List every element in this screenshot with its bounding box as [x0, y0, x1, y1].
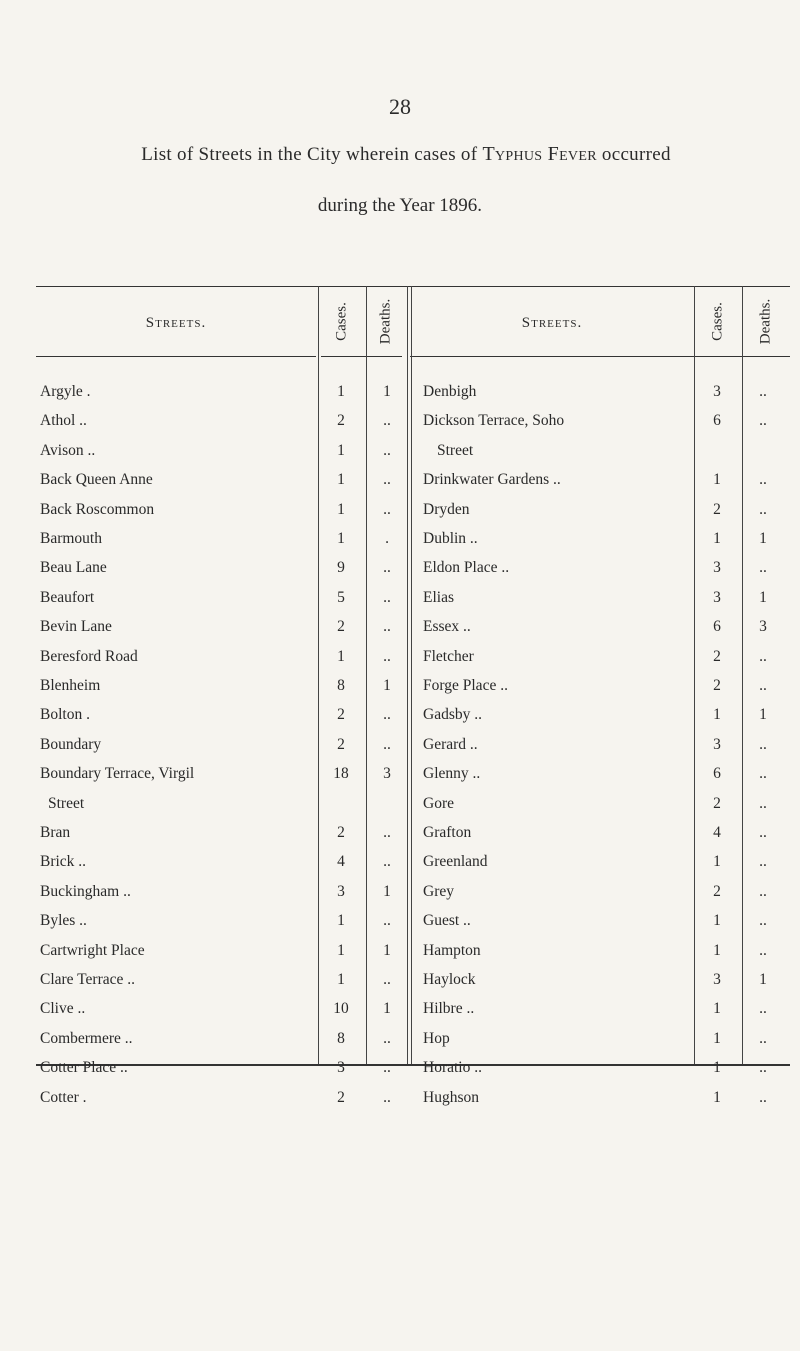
street-name: Elias	[423, 588, 454, 606]
cases-value: 2	[713, 500, 721, 518]
deaths-value: ..	[383, 706, 391, 724]
street-name: Beaufort	[40, 588, 95, 606]
table-title	[36, 143, 776, 166]
cases-value: 4	[713, 824, 721, 841]
cases-value: 2	[713, 794, 721, 812]
deaths-value: ..	[383, 1029, 391, 1047]
table-row	[0, 412, 800, 432]
cases-value: 10	[333, 1000, 349, 1018]
street-name: Blenheim	[40, 677, 101, 694]
cases-value: 1	[337, 500, 345, 518]
header-rule-right	[410, 356, 790, 357]
street-name: Hughson	[423, 1088, 479, 1106]
table-row	[0, 530, 800, 550]
deaths-value: 1	[383, 941, 391, 959]
street-name: Dryden	[423, 500, 470, 518]
table-top-rule	[36, 286, 790, 287]
cases-value: 3	[713, 559, 721, 577]
street-name: Forge Place ..	[423, 677, 508, 694]
cases-value: 2	[337, 618, 345, 636]
street-name: Back Roscommon	[40, 500, 155, 518]
table-row	[0, 471, 800, 491]
header-rule-left-streets	[36, 356, 316, 357]
deaths-value: ..	[759, 853, 767, 871]
cases-value: 6	[713, 765, 721, 783]
deaths-value: ..	[759, 1029, 767, 1047]
table-row	[0, 824, 800, 844]
street-name: Boundary	[40, 735, 102, 753]
cases-value: 1	[713, 1088, 721, 1106]
street-name: Bevin Lane	[40, 618, 112, 636]
title-disease: Typhus Fever	[482, 143, 597, 165]
deaths-value: 1	[383, 882, 391, 900]
cases-value: 1	[713, 530, 721, 547]
street-name: Cartwright Place	[40, 941, 145, 959]
deaths-value: ..	[759, 412, 767, 430]
deaths-value: ..	[383, 853, 391, 871]
table-row	[0, 1030, 800, 1050]
deaths-value: ..	[383, 618, 391, 636]
street-name: Horatio ..	[423, 1059, 482, 1077]
cases-value: 8	[337, 1029, 345, 1047]
street-name: Brick ..	[40, 853, 87, 871]
cases-value: 1	[713, 941, 721, 959]
cases-value: 1	[337, 441, 345, 459]
table-row	[0, 442, 800, 462]
deaths-value: 1	[759, 588, 767, 606]
street-name: Denbigh	[423, 383, 477, 400]
cases-value: 1	[337, 647, 345, 665]
street-name: Guest ..	[423, 912, 471, 930]
table-row	[0, 971, 800, 991]
cases-value: 6	[713, 412, 721, 430]
deaths-value: .	[385, 530, 389, 547]
cases-value: 2	[337, 1088, 345, 1106]
street-name: Beresford Road	[40, 647, 138, 665]
table-row	[0, 1089, 800, 1109]
street-name: Cotter Place ..	[40, 1059, 128, 1077]
deaths-value: ..	[383, 1059, 391, 1077]
deaths-value: ..	[759, 471, 767, 489]
table-row	[0, 912, 800, 932]
street-name: Gore	[423, 794, 454, 812]
deaths-value: ..	[383, 971, 391, 988]
table-row	[0, 559, 800, 579]
cases-value: 5	[337, 588, 345, 606]
deaths-value: ..	[383, 412, 391, 430]
deaths-value: 1	[759, 530, 767, 547]
street-name: Barmouth	[40, 530, 102, 547]
street-name: Hop	[423, 1029, 450, 1047]
table-row	[0, 589, 800, 609]
street-name: Essex ..	[423, 618, 471, 636]
deaths-value: ..	[383, 735, 391, 753]
street-name: Grey	[423, 882, 454, 900]
street-name: Bran	[40, 824, 71, 841]
table-subtitle: during the Year 1896.	[317, 195, 483, 216]
deaths-value: ..	[759, 647, 767, 665]
deaths-value: 3	[383, 765, 391, 783]
cases-value: 1	[713, 853, 721, 871]
table-row	[0, 501, 800, 521]
street-name: Hilbre ..	[423, 1000, 475, 1018]
street-name: Glenny ..	[423, 765, 481, 783]
cases-value: 1	[337, 971, 345, 988]
cases-value: 1	[713, 912, 721, 930]
cases-value: 9	[337, 559, 345, 577]
deaths-value: ..	[383, 647, 391, 665]
cases-value: 2	[337, 824, 345, 841]
street-name: Clive ..	[40, 1000, 86, 1018]
street-name: Avison ..	[40, 441, 96, 459]
deaths-value: 1	[759, 706, 767, 724]
cases-value: 2	[337, 412, 345, 430]
header-deaths-left: Deaths.	[377, 298, 394, 345]
deaths-value: ..	[759, 1059, 767, 1077]
deaths-value: 1	[759, 971, 767, 988]
page-number: 28	[389, 94, 411, 119]
deaths-value: ..	[383, 824, 391, 841]
street-name: Haylock	[423, 971, 476, 988]
cases-value: 2	[337, 706, 345, 724]
cases-value: 1	[713, 1059, 721, 1077]
street-name: Cotter .	[40, 1088, 87, 1106]
deaths-value: ..	[759, 735, 767, 753]
table-row	[0, 1059, 800, 1079]
table-row	[0, 883, 800, 903]
cases-value: 8	[337, 677, 345, 694]
deaths-value: ..	[759, 765, 767, 783]
street-name: Dublin ..	[423, 530, 478, 547]
deaths-value: 1	[383, 1000, 391, 1018]
cases-value: 3	[713, 971, 721, 988]
street-name: Back Queen Anne	[40, 471, 153, 489]
street-name: Greenland	[423, 853, 488, 871]
street-name: Byles ..	[40, 912, 87, 930]
title-suffix: occurred	[601, 144, 671, 165]
cases-value: 1	[337, 912, 345, 930]
cases-value: 1	[713, 706, 721, 724]
cases-value: 2	[713, 647, 721, 665]
cases-value: 1	[337, 383, 345, 400]
deaths-value: ..	[383, 471, 391, 489]
cases-value: 1	[713, 1000, 721, 1018]
street-name: Bolton .	[40, 706, 90, 724]
table-row	[0, 1000, 800, 1020]
deaths-value: ..	[759, 1000, 767, 1018]
street-name: Athol ..	[40, 412, 87, 430]
table-row	[0, 648, 800, 668]
table-row	[0, 677, 800, 697]
street-name: Dickson Terrace, Soho	[423, 412, 565, 430]
header-cases-right: Cases.	[709, 302, 726, 341]
deaths-value: ..	[759, 882, 767, 900]
table-row	[0, 853, 800, 873]
cases-value: 2	[337, 735, 345, 753]
table-row	[0, 795, 800, 815]
deaths-value: ..	[383, 441, 391, 459]
cases-value: 1	[337, 471, 345, 489]
cases-value: 1	[713, 471, 721, 489]
cases-value: 3	[713, 383, 721, 400]
deaths-value: ..	[383, 912, 391, 930]
header-rule-left-cols	[321, 356, 402, 357]
table-row	[0, 383, 800, 403]
street-name: Eldon Place ..	[423, 559, 510, 577]
deaths-value: ..	[759, 1088, 767, 1106]
street-name: Beau Lane	[40, 559, 107, 577]
header-deaths-right: Deaths.	[757, 298, 774, 345]
street-name: Grafton	[423, 824, 472, 841]
street-name: Boundary Terrace, Virgil	[40, 765, 195, 783]
deaths-value: ..	[759, 500, 767, 518]
cases-value: 2	[713, 677, 721, 694]
cases-value: 3	[713, 735, 721, 753]
street-name: Buckingham ..	[40, 882, 131, 900]
street-name-continued: Street	[437, 441, 474, 459]
cases-value: 3	[713, 588, 721, 606]
table-row	[0, 765, 800, 785]
deaths-value: ..	[759, 794, 767, 812]
deaths-value: ..	[759, 559, 767, 577]
street-name: Argyle .	[40, 383, 91, 400]
header-streets-left: Streets.	[145, 315, 207, 331]
deaths-value: ..	[759, 912, 767, 930]
cases-value: 6	[713, 618, 721, 636]
cases-value: 3	[337, 882, 345, 900]
cases-value: 18	[333, 765, 349, 783]
table-row	[0, 618, 800, 638]
deaths-value: ..	[383, 1088, 391, 1106]
deaths-value: ..	[383, 588, 391, 606]
table-row	[0, 736, 800, 756]
deaths-value: ..	[759, 824, 767, 841]
street-name-continued: Street	[48, 794, 85, 812]
cases-value: 2	[713, 882, 721, 900]
deaths-value: 1	[383, 677, 391, 694]
street-name: Combermere ..	[40, 1029, 133, 1047]
deaths-value: 1	[383, 383, 391, 400]
cases-value: 1	[337, 941, 345, 959]
title-prefix: List of Streets in the City wherein cases of	[141, 144, 478, 165]
header-streets-right: Streets.	[521, 315, 583, 331]
deaths-value: 3	[759, 618, 767, 636]
table-row	[0, 706, 800, 726]
deaths-value: ..	[759, 677, 767, 694]
street-name: Hampton	[423, 941, 481, 959]
cases-value: 1	[713, 1029, 721, 1047]
street-name: Clare Terrace ..	[40, 971, 136, 988]
street-name: Gadsby ..	[423, 706, 482, 724]
header-cases-left: Cases.	[333, 302, 350, 341]
deaths-value: ..	[383, 500, 391, 518]
deaths-value: ..	[759, 941, 767, 959]
deaths-value: ..	[383, 559, 391, 577]
cases-value: 4	[337, 853, 345, 871]
cases-value: 1	[337, 530, 345, 547]
street-name: Gerard ..	[423, 735, 478, 753]
table-row	[0, 942, 800, 962]
street-name: Fletcher	[423, 647, 474, 665]
deaths-value: ..	[759, 383, 767, 400]
cases-value: 3	[337, 1059, 345, 1077]
street-name: Drinkwater Gardens ..	[423, 471, 561, 489]
